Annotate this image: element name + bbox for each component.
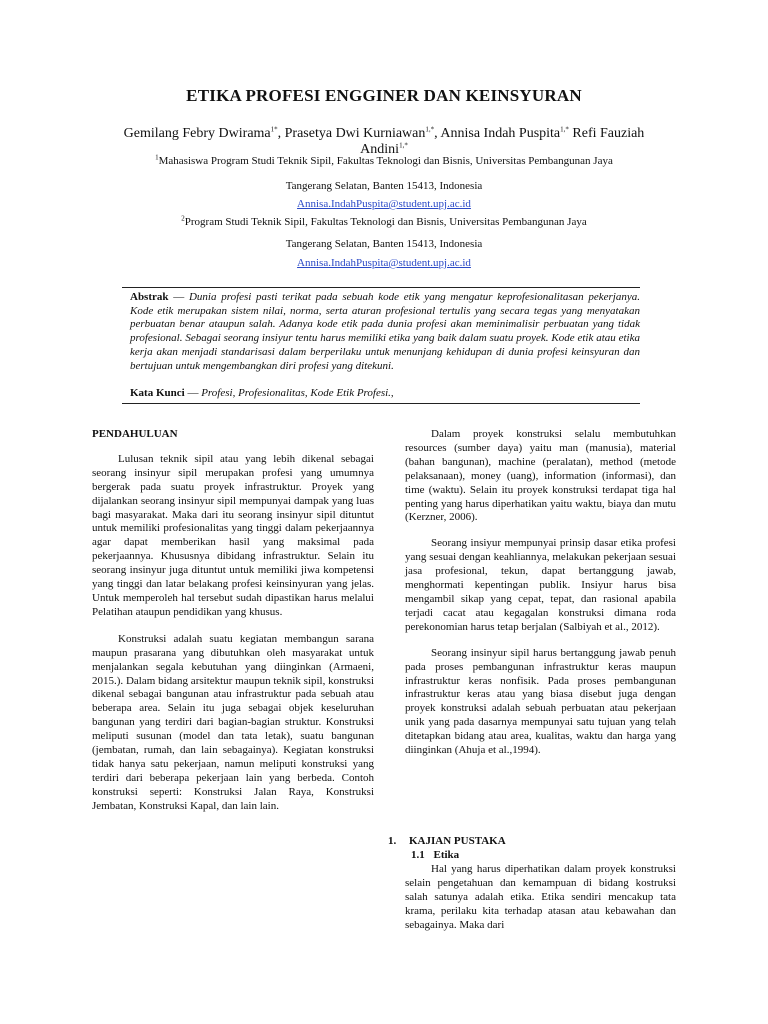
author-name: , Prasetya Dwi Kurniawan — [277, 126, 426, 141]
paragraph: Seorang insiyur mempunyai prinsip dasar etika profesi yang sesuai dengan keahliannya, melakukan pekerjaan sesuai jasa profesional, tekun, dapat bertanggung jawab, menghormati kepentingan publik. Insiyur harus bisa mengambil sikap yang cepat, tepat, dan rasional apabila terjadi cacat atau kegagalan konstruksi dimana roda perekonomian harus tetap berjalan (Salbiyah et al., 2012). — [405, 537, 676, 633]
section-title: KAJIAN PUSTAKA — [409, 835, 506, 847]
author-superscript: 1,* — [425, 125, 435, 134]
author-superscript: 1,* — [560, 125, 569, 134]
subsection-title: Etika — [433, 849, 460, 861]
affiliation-superscript: 1 — [155, 153, 159, 162]
paragraph: Lulusan teknik sipil atau yang lebih dikenal sebagai seorang insinyur sipil merupakan profesi yang umumnya bergerak pada suatu proyek infrastruktur. Proyek yang dijalankan seorang insinyur sipil mempunyai dampak yang luas bagi masyarakat. Maka dari itu seorang insinyur sipil dituntut untuk memiliki profesionalitas yang tinggi dalam pekerjaannya agar dapat memberikan hasil yang maksimal pada pekerjaannya. Khususnya dibidang infrastruktur. Selain itu seorang insinyur juga dituntut untuk memiliki jiwa kompetensi yang tinggi dan latar belakang profesi keinsinyuran yang jelas. Untuk memperoleh hal tersebut sudah dipastikan harus melalui Pelatihan ataupun pendidikan yang khusus. — [92, 452, 374, 618]
left-column — [92, 428, 374, 814]
abstract-label: Abstrak — [130, 291, 169, 303]
author-superscript: 1* — [270, 125, 278, 134]
affiliation-1 — [0, 155, 768, 167]
keywords — [130, 387, 640, 399]
author-name: , Annisa Indah Puspita — [434, 126, 561, 141]
abstract — [130, 291, 640, 373]
subsection-number: 1.1 — [411, 849, 425, 861]
affiliation-2-email-row — [0, 257, 768, 269]
affiliation-superscript: 2 — [181, 214, 185, 223]
author-name: Gemilang Febry Dwirama — [123, 126, 271, 141]
right-column-continued — [405, 863, 676, 933]
keywords-label: Kata Kunci — [130, 387, 185, 399]
affiliation-2-email-link[interactable]: Annisa.IndahPuspita@student.upj.ac.id — [297, 257, 471, 269]
affiliation-institution: Program Studi Teknik Sipil, Fakultas Teknologi dan Bisnis, Universitas Pembangunan Jaya — [184, 216, 587, 228]
paragraph: Dalam proyek konstruksi selalu membutuhkan resources (sumber daya) yaitu man (manusia), material (bahan bangunan), machine (peralatan), method (metode pelaksanaan), money (uang), information (informasi), dan time (waktu). Selain itu proyek konstruksi terdapat tiga hal penting yang harus diperhatikan yaitu waktu, biaya dan mutu (Kerzner, 2006). — [405, 428, 676, 524]
keywords-dash: — — [184, 387, 202, 399]
right-column — [405, 428, 676, 758]
author-superscript: 1,* — [399, 141, 408, 150]
section-number: 1. — [388, 835, 397, 847]
affiliation-institution: Mahasiswa Program Studi Teknik Sipil, Fakultas Teknologi dan Bisnis, Universitas Pembangunan Jaya — [158, 155, 613, 167]
paragraph: Hal yang harus diperhatikan dalam proyek konstruksi selain pengetahuan dan kemampuan di bidang kostruksi salah satunya adalah etika. Etika sendiri mencakup tata krama, perilaku kita terhadap atasan atau kebawahan dan sebagainya. Maka dari — [405, 863, 676, 931]
affiliation-1-email-row — [0, 198, 768, 210]
section-heading-kajian-pustaka — [388, 835, 506, 847]
affiliation-1-email-link[interactable]: Annisa.IndahPuspita@student.upj.ac.id — [297, 198, 471, 210]
paper-title: ETIKA PROFESI ENGGINER DAN KEINSYURAN — [186, 86, 582, 105]
affiliation-2 — [0, 216, 768, 228]
affiliation-2-address: Tangerang Selatan, Banten 15413, Indonesia — [285, 238, 483, 250]
abstract-text: Dunia profesi pasti terikat pada sebuah kode etik yang mengatur keprofesionalitasan pekerjanya. Kode etik merupakan sistem nilai, norma, serta aturan profesional tertulis yang secara tegas yang menyatakan perbuatan benar ataupun salah. Adanya kode etik pada dunia profesi akan meminimalisir perbuatan yang tidak profesional. Sebagai seorang insiyur tentu harus memiliki etika yang baik dalam suatu proyek. Kode etik atau etika kerja akan menjadi standarisasi dalam berperilaku untuk menunjang kehidupan di dunia profesi keinsyuran dan bertujuan untuk mengembangkan diri profesi yang ditekuni. — [130, 291, 640, 372]
author-name: Refi Fauziah Andini — [360, 126, 645, 157]
paragraph: Konstruksi adalah suatu kegiatan membangun sarana maupun prasarana yang dibutuhkan oleh masyarakat untuk menjalankan segala kebutuhan yang diinginkan (Armaeni, 2015.). Dalam bidang arsitektur maupun teknik sipil, konstruksi dikenal sebagai bangunan atau infrastruktur pada sebuah atau beberapa area. Selain itu juga sebagai objek keseluruhan bangunan yang terdiri dari bagian-bagian struktur. Konstruksi meliputi susunan (model dan tata letak), suatu bangunan (jembatan, rumah, dan lain sebagainya). Kegiatan konstruksi tidak hanya satu pekerjaan, namun meliputi konstruksi yang terdiri dari beberapa pekerjaan lain yang berbeda. Contoh konstruksi seperti: Konstruksi Jalan Raya, Konstruksi Jembatan, Konstruksi Kapal, dan lain lain. — [92, 632, 374, 812]
subsection-heading-etika — [411, 849, 459, 861]
section-heading-pendahuluan: PENDAHULUAN — [92, 428, 178, 440]
abstract-dash: — — [168, 291, 189, 303]
keywords-text: Profesi, Profesionalitas, Kode Etik Profesi., — [201, 387, 394, 399]
author-list — [100, 126, 668, 158]
paragraph: Seorang insinyur sipil harus bertanggung jawab penuh pada proses pembangunan infrastruktur keras maupun infrastruktur keras nonfisik. Pada proses pembangunan infrastruktur keras atau yang biasa disebut juga dengan proyek konstruksi adalah sebuah perbuatan atau pekerjaan unik yang pada dasarnya mempunyai satu tujuan yang telah ditetapkan bidang atau area, kualitas, waktu dan harga yang diinginkan (Ahuja et al.,1994). — [405, 646, 676, 757]
affiliation-1-address: Tangerang Selatan, Banten 15413, Indonesia — [285, 180, 483, 192]
